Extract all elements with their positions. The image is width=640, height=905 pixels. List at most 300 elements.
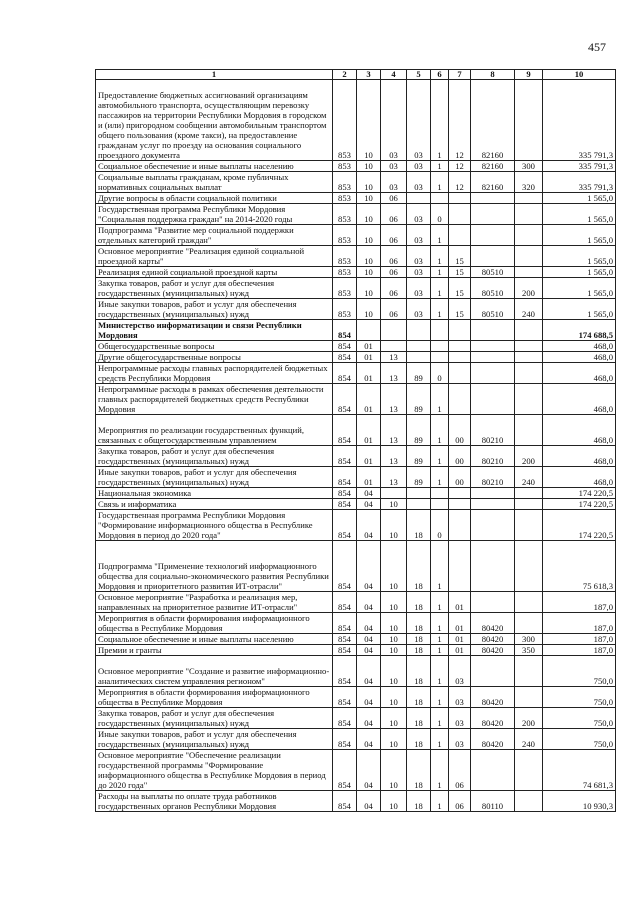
- code-cell: [471, 499, 515, 510]
- code-cell: 10: [357, 278, 381, 299]
- code-cell: [471, 384, 515, 415]
- code-cell: 10: [381, 645, 407, 656]
- amount-cell: 335 791,3: [543, 172, 616, 193]
- row-name-cell: Непрограммные расходы главных распорядителей бюджетных средств Республики Мордовия: [96, 363, 333, 384]
- row-name-cell: Иные закупки товаров, работ и услуг для обеспечения государственных (муниципальных) нужд: [96, 299, 333, 320]
- amount-cell: 1 565,0: [543, 267, 616, 278]
- code-cell: 03: [381, 80, 407, 161]
- code-cell: 1: [431, 384, 449, 415]
- code-cell: 1: [431, 467, 449, 488]
- row-name-cell: Иные закупки товаров, работ и услуг для обеспечения государственных (муниципальных) нужд: [96, 729, 333, 750]
- code-cell: [471, 341, 515, 352]
- table-row: [96, 488, 616, 499]
- column-header: 8: [471, 70, 515, 80]
- code-cell: 12: [449, 161, 471, 172]
- code-cell: 854: [333, 729, 357, 750]
- code-cell: 1: [431, 687, 449, 708]
- code-cell: 13: [381, 384, 407, 415]
- code-cell: 854: [333, 352, 357, 363]
- code-cell: 853: [333, 161, 357, 172]
- code-cell: 03: [407, 80, 431, 161]
- code-cell: 03: [407, 267, 431, 278]
- code-cell: 03: [407, 172, 431, 193]
- amount-cell: 468,0: [543, 446, 616, 467]
- code-cell: 0: [431, 510, 449, 541]
- code-cell: [471, 204, 515, 225]
- code-cell: 18: [407, 645, 431, 656]
- code-cell: [471, 592, 515, 613]
- code-cell: [431, 341, 449, 352]
- code-cell: 853: [333, 80, 357, 161]
- code-cell: 06: [449, 791, 471, 812]
- amount-cell: 10 930,3: [543, 791, 616, 812]
- code-cell: [431, 499, 449, 510]
- code-cell: [515, 415, 543, 446]
- code-cell: 04: [357, 592, 381, 613]
- code-cell: [431, 352, 449, 363]
- code-cell: 1: [431, 791, 449, 812]
- code-cell: [471, 225, 515, 246]
- code-cell: [515, 510, 543, 541]
- code-cell: 01: [357, 341, 381, 352]
- code-cell: [471, 320, 515, 341]
- code-cell: [471, 541, 515, 592]
- code-cell: 89: [407, 415, 431, 446]
- code-cell: [471, 510, 515, 541]
- code-cell: 06: [381, 204, 407, 225]
- code-cell: 01: [357, 384, 381, 415]
- code-cell: 10: [381, 708, 407, 729]
- code-cell: 04: [357, 499, 381, 510]
- row-name-cell: Социальное обеспечение и иные выплаты населению: [96, 161, 333, 172]
- code-cell: 854: [333, 510, 357, 541]
- code-cell: 03: [407, 278, 431, 299]
- code-cell: 80420: [471, 645, 515, 656]
- table-row: [96, 634, 616, 645]
- amount-cell: 1 565,0: [543, 299, 616, 320]
- code-cell: 853: [333, 246, 357, 267]
- code-cell: 03: [449, 656, 471, 687]
- code-cell: 04: [357, 750, 381, 791]
- code-cell: 06: [381, 225, 407, 246]
- code-cell: 853: [333, 267, 357, 278]
- code-cell: 04: [357, 645, 381, 656]
- code-cell: 10: [381, 592, 407, 613]
- table-row: [96, 80, 616, 161]
- table-row: [96, 750, 616, 791]
- code-cell: 200: [515, 278, 543, 299]
- table-row: [96, 446, 616, 467]
- code-cell: 1: [431, 446, 449, 467]
- code-cell: 18: [407, 791, 431, 812]
- code-cell: [449, 204, 471, 225]
- table-row: [96, 708, 616, 729]
- code-cell: 1: [431, 708, 449, 729]
- table-row: [96, 510, 616, 541]
- code-cell: 854: [333, 645, 357, 656]
- code-cell: 13: [381, 446, 407, 467]
- code-cell: [449, 488, 471, 499]
- code-cell: 10: [357, 193, 381, 204]
- code-cell: 18: [407, 634, 431, 645]
- code-cell: 06: [381, 299, 407, 320]
- code-cell: 854: [333, 341, 357, 352]
- code-cell: 0: [431, 204, 449, 225]
- row-name-cell: Мероприятия по реализации государственных функций, связанных с общегосударственным управлением: [96, 415, 333, 446]
- code-cell: 01: [357, 363, 381, 384]
- code-cell: 18: [407, 510, 431, 541]
- code-cell: [471, 352, 515, 363]
- code-cell: [515, 363, 543, 384]
- code-cell: 1: [431, 172, 449, 193]
- code-cell: 06: [381, 193, 407, 204]
- row-name-cell: Реализация единой социальной проездной карты: [96, 267, 333, 278]
- table-row: [96, 299, 616, 320]
- code-cell: 10: [381, 499, 407, 510]
- table-row: [96, 246, 616, 267]
- table-row: [96, 161, 616, 172]
- code-cell: 200: [515, 708, 543, 729]
- code-cell: 04: [357, 656, 381, 687]
- table-row: [96, 172, 616, 193]
- code-cell: [407, 193, 431, 204]
- code-cell: [407, 352, 431, 363]
- amount-cell: 1 565,0: [543, 278, 616, 299]
- code-cell: [515, 204, 543, 225]
- code-cell: 1: [431, 645, 449, 656]
- row-name-cell: Закупка товаров, работ и услуг для обеспечения государственных (муниципальных) нужд: [96, 278, 333, 299]
- table-row: [96, 613, 616, 634]
- code-cell: 89: [407, 467, 431, 488]
- code-cell: 82160: [471, 161, 515, 172]
- code-cell: 853: [333, 193, 357, 204]
- code-cell: [471, 363, 515, 384]
- code-cell: 854: [333, 634, 357, 645]
- row-name-cell: Социальные выплаты гражданам, кроме публичных нормативных социальных выплат: [96, 172, 333, 193]
- code-cell: 03: [407, 299, 431, 320]
- column-header: 7: [449, 70, 471, 80]
- amount-cell: 335 791,3: [543, 80, 616, 161]
- code-cell: [515, 80, 543, 161]
- code-cell: 18: [407, 687, 431, 708]
- code-cell: [515, 488, 543, 499]
- amount-cell: 187,0: [543, 592, 616, 613]
- table-row: [96, 541, 616, 592]
- code-cell: 89: [407, 384, 431, 415]
- code-cell: [381, 320, 407, 341]
- amount-cell: 187,0: [543, 645, 616, 656]
- code-cell: [407, 488, 431, 499]
- code-cell: 854: [333, 750, 357, 791]
- code-cell: 10: [381, 656, 407, 687]
- code-cell: 89: [407, 446, 431, 467]
- code-cell: 06: [449, 750, 471, 791]
- column-header: 4: [381, 70, 407, 80]
- table-row: [96, 267, 616, 278]
- code-cell: 854: [333, 687, 357, 708]
- code-cell: 89: [407, 363, 431, 384]
- amount-cell: 187,0: [543, 613, 616, 634]
- amount-cell: 468,0: [543, 341, 616, 352]
- code-cell: 80420: [471, 687, 515, 708]
- code-cell: 1: [431, 225, 449, 246]
- code-cell: [515, 656, 543, 687]
- column-header: 1: [96, 70, 333, 80]
- code-cell: 1: [431, 246, 449, 267]
- code-cell: 1: [431, 656, 449, 687]
- code-cell: 15: [449, 267, 471, 278]
- code-cell: 03: [449, 708, 471, 729]
- table-row: [96, 415, 616, 446]
- code-cell: 10: [381, 687, 407, 708]
- code-cell: 03: [407, 225, 431, 246]
- amount-cell: 468,0: [543, 467, 616, 488]
- code-cell: 300: [515, 634, 543, 645]
- code-cell: 18: [407, 541, 431, 592]
- table-row: [96, 656, 616, 687]
- code-cell: 854: [333, 467, 357, 488]
- table-row: [96, 687, 616, 708]
- table-row: [96, 352, 616, 363]
- amount-cell: 1 565,0: [543, 225, 616, 246]
- code-cell: 01: [357, 352, 381, 363]
- table-row: [96, 204, 616, 225]
- code-cell: 1: [431, 634, 449, 645]
- code-cell: [515, 791, 543, 812]
- code-cell: 10: [357, 246, 381, 267]
- budget-table: [95, 69, 616, 812]
- amount-cell: 468,0: [543, 352, 616, 363]
- code-cell: [515, 384, 543, 415]
- code-cell: 350: [515, 645, 543, 656]
- amount-cell: 174 220,5: [543, 488, 616, 499]
- code-cell: 853: [333, 225, 357, 246]
- column-header: 6: [431, 70, 449, 80]
- amount-cell: 1 565,0: [543, 204, 616, 225]
- code-cell: 10: [357, 161, 381, 172]
- code-cell: [431, 193, 449, 204]
- code-cell: 10: [357, 80, 381, 161]
- code-cell: 1: [431, 729, 449, 750]
- code-cell: 04: [357, 613, 381, 634]
- code-cell: [515, 592, 543, 613]
- row-name-cell: Основное мероприятие "Реализация единой социальной проездной карты": [96, 246, 333, 267]
- amount-cell: 174 220,5: [543, 510, 616, 541]
- code-cell: 18: [407, 729, 431, 750]
- code-cell: [471, 193, 515, 204]
- code-cell: [431, 488, 449, 499]
- code-cell: [407, 499, 431, 510]
- code-cell: 80110: [471, 791, 515, 812]
- code-cell: [515, 541, 543, 592]
- code-cell: [449, 193, 471, 204]
- amount-cell: 187,0: [543, 634, 616, 645]
- row-name-cell: Мероприятия в области формирования информационного общества в Республике Мордовия: [96, 613, 333, 634]
- row-name-cell: Другие вопросы в области социальной политики: [96, 193, 333, 204]
- row-name-cell: Общегосударственные вопросы: [96, 341, 333, 352]
- code-cell: 854: [333, 415, 357, 446]
- code-cell: 03: [381, 161, 407, 172]
- row-name-cell: Государственная программа Республики Мордовия "Формирование информационного общества в Республике Мордовия в период до 2020 года": [96, 510, 333, 541]
- code-cell: 03: [407, 161, 431, 172]
- code-cell: [407, 320, 431, 341]
- code-cell: 04: [357, 729, 381, 750]
- code-cell: 00: [449, 446, 471, 467]
- code-cell: 854: [333, 613, 357, 634]
- row-name-cell: Министерство информатизации и связи Республики Мордовия: [96, 320, 333, 341]
- code-cell: [471, 246, 515, 267]
- code-cell: 80510: [471, 278, 515, 299]
- code-cell: 04: [357, 708, 381, 729]
- code-cell: 18: [407, 656, 431, 687]
- code-cell: [515, 687, 543, 708]
- code-cell: 00: [449, 415, 471, 446]
- code-cell: 04: [357, 687, 381, 708]
- code-cell: [357, 320, 381, 341]
- row-name-cell: Премии и гранты: [96, 645, 333, 656]
- code-cell: 10: [381, 729, 407, 750]
- code-cell: 1: [431, 592, 449, 613]
- row-name-cell: Основное мероприятие "Создание и развитие информационно-аналитических систем управления регионом": [96, 656, 333, 687]
- code-cell: [381, 488, 407, 499]
- table-row: [96, 499, 616, 510]
- table-row: [96, 193, 616, 204]
- table-row: [96, 592, 616, 613]
- code-cell: 320: [515, 172, 543, 193]
- code-cell: 01: [449, 645, 471, 656]
- code-cell: 01: [449, 613, 471, 634]
- code-cell: 13: [381, 415, 407, 446]
- column-header: 10: [543, 70, 616, 80]
- code-cell: 853: [333, 172, 357, 193]
- row-name-cell: Закупка товаров, работ и услуг для обеспечения государственных (муниципальных) нужд: [96, 446, 333, 467]
- row-name-cell: Непрограммные расходы в рамках обеспечения деятельности главных распорядителей бюджетных средств Республики Мордовия: [96, 384, 333, 415]
- row-name-cell: Предоставление бюджетных ассигнований организациям автомобильного транспорта, осуществляющим перевозку пассажиров на территории Республики Мордовия в городском и (или) пригородном сообщении автомобильным транспортом общего пользования (кроме такси), на предоставление гражданам услуг по проезду на основания социального проездного документа: [96, 80, 333, 161]
- column-header: 9: [515, 70, 543, 80]
- code-cell: 1: [431, 541, 449, 592]
- code-cell: [515, 499, 543, 510]
- code-cell: 01: [357, 467, 381, 488]
- code-cell: 240: [515, 467, 543, 488]
- table-row: [96, 467, 616, 488]
- amount-cell: 174 220,5: [543, 499, 616, 510]
- header-row: [96, 70, 616, 80]
- code-cell: 1: [431, 80, 449, 161]
- code-cell: 853: [333, 278, 357, 299]
- code-cell: 03: [407, 246, 431, 267]
- amount-cell: 750,0: [543, 729, 616, 750]
- code-cell: 1: [431, 415, 449, 446]
- table-row: [96, 278, 616, 299]
- code-cell: 04: [357, 510, 381, 541]
- code-cell: [515, 750, 543, 791]
- code-cell: 01: [357, 446, 381, 467]
- row-name-cell: Основное мероприятие "Разработка и реализация мер, направленных на приоритетное развитие ИТ-отрасли": [96, 592, 333, 613]
- table-row: [96, 384, 616, 415]
- code-cell: [449, 352, 471, 363]
- table-row: [96, 791, 616, 812]
- code-cell: [449, 225, 471, 246]
- code-cell: 1: [431, 278, 449, 299]
- code-cell: [515, 352, 543, 363]
- row-name-cell: Социальное обеспечение и иные выплаты населению: [96, 634, 333, 645]
- column-header: 2: [333, 70, 357, 80]
- code-cell: 854: [333, 592, 357, 613]
- table-row: [96, 363, 616, 384]
- code-cell: 853: [333, 204, 357, 225]
- code-cell: 13: [381, 352, 407, 363]
- page-number: 457: [588, 40, 606, 54]
- code-cell: 854: [333, 656, 357, 687]
- code-cell: 10: [381, 613, 407, 634]
- code-cell: 12: [449, 80, 471, 161]
- code-cell: [471, 656, 515, 687]
- code-cell: 03: [381, 172, 407, 193]
- code-cell: 200: [515, 446, 543, 467]
- table-row: [96, 729, 616, 750]
- table-row: [96, 225, 616, 246]
- code-cell: 01: [449, 592, 471, 613]
- column-header: 5: [407, 70, 431, 80]
- code-cell: 10: [381, 791, 407, 812]
- table-row: [96, 645, 616, 656]
- code-cell: 300: [515, 161, 543, 172]
- code-cell: 80420: [471, 729, 515, 750]
- row-name-cell: Подпрограмма "Развитие мер социальной поддержки отдельных категорий граждан": [96, 225, 333, 246]
- row-name-cell: Национальная экономика: [96, 488, 333, 499]
- code-cell: 854: [333, 499, 357, 510]
- code-cell: [431, 320, 449, 341]
- code-cell: 01: [357, 415, 381, 446]
- amount-cell: 750,0: [543, 708, 616, 729]
- code-cell: [471, 488, 515, 499]
- code-cell: 10: [381, 634, 407, 645]
- code-cell: [515, 225, 543, 246]
- code-cell: [449, 499, 471, 510]
- code-cell: 80210: [471, 415, 515, 446]
- amount-cell: 1 565,0: [543, 246, 616, 267]
- code-cell: 10: [357, 299, 381, 320]
- row-name-cell: Иные закупки товаров, работ и услуг для обеспечения государственных (муниципальных) нужд: [96, 467, 333, 488]
- code-cell: 1: [431, 750, 449, 791]
- code-cell: 01: [449, 634, 471, 645]
- code-cell: [449, 510, 471, 541]
- code-cell: 854: [333, 708, 357, 729]
- code-cell: 04: [357, 541, 381, 592]
- code-cell: 10: [357, 225, 381, 246]
- code-cell: [449, 384, 471, 415]
- code-cell: 853: [333, 299, 357, 320]
- code-cell: 10: [381, 750, 407, 791]
- code-cell: 854: [333, 384, 357, 415]
- code-cell: 10: [357, 172, 381, 193]
- code-cell: [381, 341, 407, 352]
- code-cell: 00: [449, 467, 471, 488]
- row-name-cell: Расходы на выплаты по оплате труда работников государственных органов Республики Мордовия: [96, 791, 333, 812]
- code-cell: 82160: [471, 172, 515, 193]
- code-cell: [515, 341, 543, 352]
- code-cell: 80510: [471, 267, 515, 278]
- code-cell: 06: [381, 267, 407, 278]
- code-cell: 18: [407, 592, 431, 613]
- code-cell: 854: [333, 363, 357, 384]
- code-cell: [449, 363, 471, 384]
- code-cell: 1: [431, 267, 449, 278]
- code-cell: [515, 320, 543, 341]
- code-cell: 03: [449, 729, 471, 750]
- code-cell: 240: [515, 299, 543, 320]
- row-name-cell: Государственная программа Республики Мордовия "Социальная поддержка граждан" на 2014-2020 годы: [96, 204, 333, 225]
